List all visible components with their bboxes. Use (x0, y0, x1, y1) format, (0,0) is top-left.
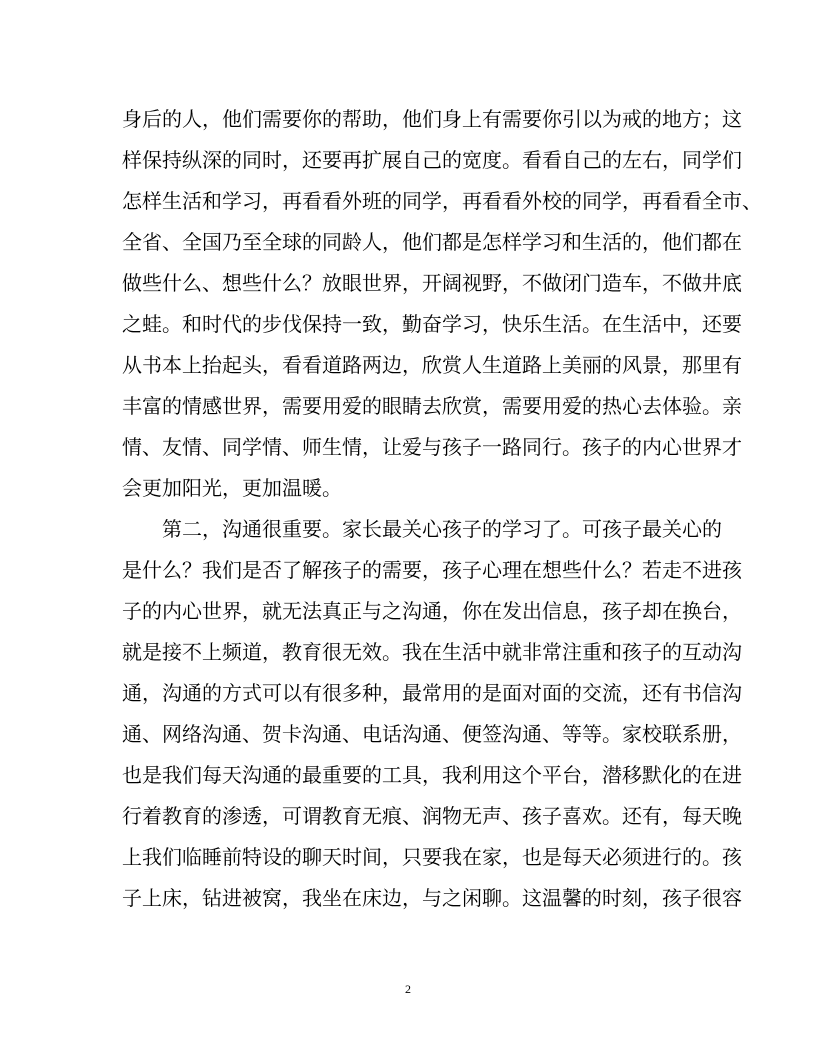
paragraph-first-line: 第二，沟通很重要。家长最关心孩子的学习了。可孩子最关心的 (162, 517, 722, 541)
text-line: 之蛙。和时代的步伐保持一致，勤奋学习，快乐生活。在生活中，还要 (122, 312, 742, 336)
page-number: 2 (405, 982, 411, 996)
text-line: 上我们临睡前特设的聊天时间，只要我在家，也是每天必须进行的。孩 (122, 845, 742, 869)
text-line: 样保持纵深的同时，还要再扩展自己的宽度。看看自己的左右，同学们 (122, 148, 742, 172)
text-line: 通，沟通的方式可以有很多种，最常用的是面对面的交流，还有书信沟 (122, 681, 742, 705)
text-line: 从书本上抬起头，看看道路两边，欣赏人生道路上美丽的风景，那里有 (122, 353, 742, 377)
text-line: 全省、全国乃至全球的同龄人，他们都是怎样学习和生活的，他们都在 (122, 230, 742, 254)
text-line: 子的内心世界，就无法真正与之沟通，你在发出信息，孩子却在换台， (122, 599, 742, 623)
text-line: 通、网络沟通、贺卡沟通、电话沟通、便签沟通、等等。家校联系册， (122, 722, 742, 746)
text-line: 会更加阳光，更加温暖。 (122, 476, 342, 500)
text-line: 做些什么、想些什么？放眼世界，开阔视野，不做闭门造车，不做井底 (122, 271, 742, 295)
text-line: 行着教育的渗透，可谓教育无痕、润物无声、孩子喜欢。还有，每天晚 (122, 804, 742, 828)
text-line: 是什么？我们是否了解孩子的需要，孩子心理在想些什么？若走不进孩 (122, 558, 742, 582)
text-line: 身后的人，他们需要你的帮助，他们身上有需要你引以为戒的地方；这 (122, 107, 742, 131)
text-line: 丰富的情感世界，需要用爱的眼睛去欣赏，需要用爱的热心去体验。亲 (122, 394, 742, 418)
text-line: 子上床，钻进被窝，我坐在床边，与之闲聊。这温馨的时刻，孩子很容 (122, 886, 742, 910)
text-line: 情、友情、同学情、师生情，让爱与孩子一路同行。孩子的内心世界才 (122, 435, 742, 459)
text-line: 怎样生活和学习，再看看外班的同学，再看看外校的同学，再看看全市、 (122, 189, 762, 213)
text-line: 也是我们每天沟通的最重要的工具，我利用这个平台，潜移默化的在进 (122, 763, 742, 787)
text-line: 就是接不上频道，教育很无效。我在生活中就非常注重和孩子的互动沟 (122, 640, 742, 664)
